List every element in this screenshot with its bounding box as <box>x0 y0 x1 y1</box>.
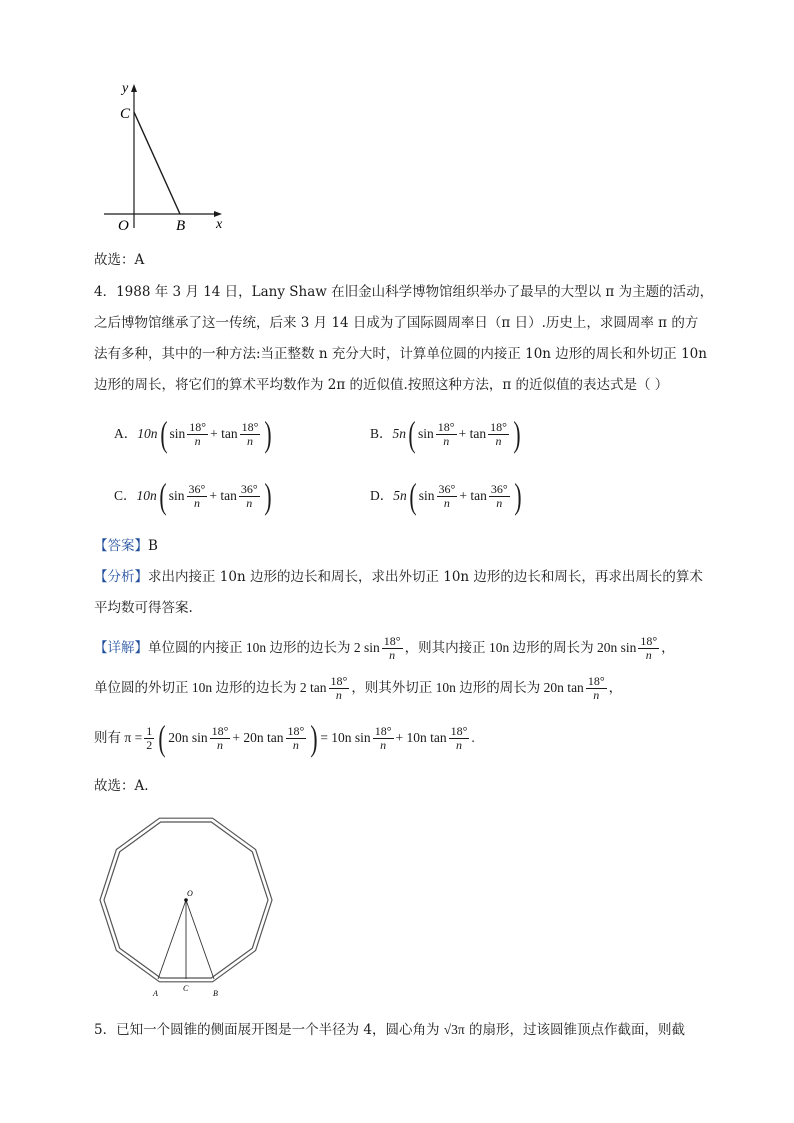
option-a-frac2: $\frac{18^\circ}{n}$ <box>241 419 259 448</box>
half-frac: $\frac{1}{2}$ <box>146 723 153 752</box>
q4-line-3: 法有多种，其中的一种方法:当正整数 n 充分大时，计算单位圆的内接正 10n 边形的周长和外切正 10n <box>94 346 707 362</box>
option-c-coef: 10n <box>136 488 157 503</box>
analysis-tag: 【分析】 <box>94 569 148 585</box>
option-c[interactable]: C． 10n ( sin $\frac{36^\circ}{n}$ + tan $\frac{36^\circ}{n}$ ) <box>114 476 272 516</box>
option-b-frac2: $\frac{18^\circ}{n}$ <box>490 419 507 448</box>
detail-line-1 <box>94 628 675 668</box>
option-d[interactable]: D． 5n ( sin $\frac{36^\circ}{n}$ + tan $\frac{36^\circ}{n}$ ) <box>370 476 522 516</box>
q4-line-4: 边形的周长，将它们的算术平均数作为 2π 的近似值.按照这种方法，π 的近似值的表达式是（ ） <box>94 377 669 393</box>
o-label: O <box>118 218 129 234</box>
option-a[interactable]: A． 10n ( sin $\frac{18^\circ}{n}$ + tan $\frac{18^\circ}{n}$ ) <box>114 414 272 454</box>
option-c-frac1: $\frac{36^\circ}{n}$ <box>188 481 206 510</box>
answer-tag: 【答案】 <box>94 538 148 554</box>
option-a-frac1: $\frac{18^\circ}{n}$ <box>189 419 207 448</box>
detail-comma-2: ， <box>608 680 623 695</box>
analysis-line-1 <box>94 567 703 587</box>
option-d-frac2: $\frac{36^\circ}{n}$ <box>490 481 508 510</box>
q5-text-b: 的扇形，过该圆锥顶点作截面，则截 <box>469 1022 686 1038</box>
c-label: C <box>183 984 189 993</box>
q4-text-line1: 1988 年 3 月 14 日，Lany Shaw 在旧金山科学博物馆组织举办了最早的大型以 π 为主题的活动， <box>116 284 714 300</box>
option-d-label: D． <box>370 488 394 503</box>
center-point <box>184 898 188 902</box>
option-d-sin: sin <box>418 488 435 503</box>
eq-part: = 10n sin <box>320 730 371 745</box>
option-a-plus: + <box>210 426 218 441</box>
inner-b: + 20n tan <box>232 730 284 745</box>
q5-text-a: 5．已知一个圆锥的侧面展开图是一个半径为 4，圆心角为 <box>94 1022 440 1038</box>
detail-frac-2: $\frac{18^\circ}{n}$ <box>640 633 658 662</box>
option-d-plus: + <box>459 488 467 503</box>
inner-a: 20n sin <box>168 730 208 745</box>
option-b-tan: tan <box>469 426 487 441</box>
q5-sqrt3: √3π <box>443 1022 465 1037</box>
option-a-tan: tan <box>221 426 238 441</box>
answer-choice-line-2: 故选：A. <box>94 778 149 794</box>
analysis-text-1: 求出内接正 10n 边形的边长和周长，求出外切正 10n 边形的边长和周长，再求出周长的算术 <box>148 569 703 585</box>
detail-frac-1: $\frac{18^\circ}{n}$ <box>383 633 401 662</box>
option-a-label: A． <box>114 426 138 441</box>
detail-line3-a: 则有 π = <box>94 730 143 745</box>
q5-line <box>94 1020 685 1040</box>
option-d-frac1: $\frac{36^\circ}{n}$ <box>438 481 456 510</box>
option-d-coef: 5n <box>393 488 407 503</box>
detail-frac-4: $\frac{18^\circ}{n}$ <box>587 673 605 702</box>
a-label: A <box>153 989 158 998</box>
option-a-sin: sin <box>169 426 186 441</box>
detail-comma-1: ， <box>661 640 675 655</box>
option-c-frac2: $\frac{36^\circ}{n}$ <box>240 481 258 510</box>
option-b[interactable]: B． 5n ( sin $\frac{18^\circ}{n}$ + tan $\frac{18^\circ}{n}$ ) <box>370 414 521 454</box>
option-a-coef: 10n <box>137 426 158 441</box>
segment-ob <box>186 900 214 979</box>
option-b-coef: 5n <box>392 426 407 441</box>
detail-line-2 <box>94 668 622 708</box>
detail-line-3: 则有 π = $\frac{1}{2}$ ( 20n sin $\frac{18^\circ}{n}$ + 20n tan $\frac{18^\circ}{n}$ ) = 10n sin $\frac{18^\circ}{n}$ + 10n tan $\frac{18^\circ}{n}$ . <box>94 718 475 758</box>
option-b-frac1: $\frac{18^\circ}{n}$ <box>437 419 455 448</box>
q4-line-1 <box>94 282 713 302</box>
c-label: C <box>120 106 131 122</box>
option-c-label: C． <box>114 488 137 503</box>
option-c-tan: tan <box>220 488 237 503</box>
option-b-sin: sin <box>418 426 434 441</box>
detail-frac-7: $\frac{18^\circ}{n}$ <box>374 723 392 752</box>
segment-oa <box>158 900 186 979</box>
x-label: x <box>216 217 223 232</box>
detail-frac-3: $\frac{18^\circ}{n}$ <box>330 673 348 702</box>
option-b-label: B． <box>370 426 393 441</box>
figure-axes-triangle <box>98 78 238 238</box>
analysis-line-2: 平均数可得答案. <box>94 600 193 616</box>
option-d-tan: tan <box>470 488 487 503</box>
plus-part: + 10n tan <box>395 730 447 745</box>
detail-tag: 【详解】 <box>94 640 148 655</box>
detail-frac-8: $\frac{18^\circ}{n}$ <box>450 723 468 752</box>
detail-frac-6: $\frac{18^\circ}{n}$ <box>287 723 305 752</box>
option-c-sin: sin <box>168 488 185 503</box>
y-label: y <box>122 81 129 96</box>
b-label: B <box>176 218 186 234</box>
option-c-plus: + <box>209 488 217 503</box>
detail-line1-a: 单位圆的内接正 10n 边形的边长为 2 sin <box>148 640 380 655</box>
detail-line2-a: 单位圆的外切正 10n 边形的边长为 2 tan <box>94 680 327 695</box>
detail-line1-b: ，则其内接正 10n 边形的周长为 20n sin <box>404 640 637 655</box>
q4-line-2: 之后博物馆继承了这一传统，后来 3 月 14 日成为了国际圆周率日（π 日）.历史上，求圆周率 π 的方 <box>94 315 699 331</box>
answer-value: B <box>148 538 158 554</box>
detail-line2-b: ，则其外切正 10n 边形的周长为 20n tan <box>351 680 584 695</box>
figure-decagons <box>94 808 280 1000</box>
answer-choice-line: 故选：A <box>94 252 145 268</box>
q4-number: 4． <box>94 284 117 300</box>
option-b-plus: + <box>458 426 467 441</box>
detail-frac-5: $\frac{18^\circ}{n}$ <box>211 723 229 752</box>
detail-period: . <box>471 730 475 745</box>
segment-cb <box>134 112 180 214</box>
y-axis-arrow <box>131 84 137 92</box>
o-label: O <box>187 889 193 898</box>
b-label: B <box>213 989 218 998</box>
answer-line <box>94 536 158 556</box>
